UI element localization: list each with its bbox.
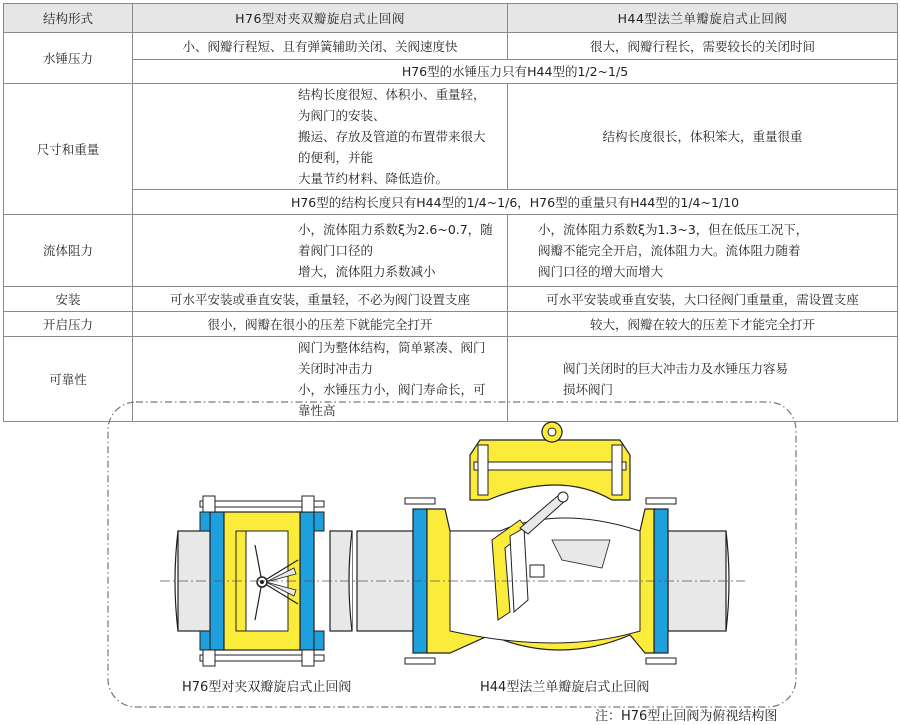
caption-h44: H44型法兰单瓣旋启式止回阀: [480, 680, 650, 695]
table-row: [4, 337, 898, 422]
text-line: 阀门关闭时的巨大冲击力及水锤压力容易: [563, 361, 789, 376]
cell-h76-flow-resistance: [133, 215, 508, 287]
text-line: 阀瓣不能完全开启，流体阻力大。流体阻力随着: [538, 243, 801, 258]
header-h76: H76型对夹双瓣旋启式止回阀: [133, 4, 508, 33]
row-label-reliability: 可靠性: [4, 337, 133, 422]
cell-h76-water-hammer: 小、阀瓣行程短、且有弹簧辅助关闭、关阀速度快: [133, 33, 508, 60]
row-label-size-weight: 尺寸和重量: [4, 84, 133, 215]
summary-size-weight: H76型的结构长度只有H44型的1/4~1/6，H76型的重量只有H44型的1/4~1/10: [133, 190, 898, 215]
text-line: 小，流体阻力系数ξ为1.3~3，但在低压工况下，: [538, 222, 809, 237]
cell-h76-size-weight: [133, 84, 508, 190]
caption-h76: H76型对夹双瓣旋启式止回阀: [182, 680, 352, 695]
text-line: 增大，流体阻力系数减小: [298, 264, 436, 279]
cell-h76-installation: 可水平安装或垂直安装，重量轻，不必为阀门设置支座: [133, 287, 508, 312]
summary-water-hammer: H76型的水锤压力只有H44型的1/2~1/5: [133, 60, 898, 84]
cell-h44-opening-pressure: 较大，阀瓣在较大的压差下才能完全打开: [508, 312, 898, 337]
text-line: 小，水锤压力小，阀门寿命长，可靠性高: [298, 382, 486, 418]
text-line: 阀门口径的增大而增大: [538, 264, 664, 279]
table-header-row: [4, 4, 898, 33]
text-line: 损坏阀门: [563, 382, 614, 397]
table-row: [4, 312, 898, 337]
table-row: [4, 215, 898, 287]
text-line: 结构长度很短、体积小、重量轻，为阀门的安装、: [298, 87, 486, 123]
cell-h44-reliability: [508, 337, 898, 422]
text-line: 大量节约材料、降低造价。: [298, 171, 449, 186]
row-label-flow-resistance: 流体阻力: [4, 215, 133, 287]
header-h44: H44型法兰单瓣旋启式止回阀: [508, 4, 898, 33]
h44-valve-drawing: [357, 422, 729, 664]
row-label-water-hammer: 水锤压力: [4, 33, 133, 84]
text-line: 小，流体阻力系数ξ为2.6~0.7，随着阀门口径的: [298, 222, 493, 258]
cell-h44-flow-resistance: [508, 215, 898, 287]
table-row: [4, 60, 898, 84]
cell-h76-reliability: [133, 337, 508, 422]
cell-h44-water-hammer: 很大，阀瓣行程长，需要较长的关闭时间: [508, 33, 898, 60]
text-line: 阀门为整体结构，简单紧凑、阀门关闭时冲击力: [298, 340, 486, 376]
header-structure: 结构形式: [4, 4, 133, 33]
text-line: 搬运、存放及管道的布置带来很大的便利，并能: [298, 129, 486, 165]
cell-h76-opening-pressure: 很小，阀瓣在很小的压差下就能完全打开: [133, 312, 508, 337]
row-label-opening-pressure: 开启压力: [4, 312, 133, 337]
table-row: [4, 33, 898, 60]
table-row: [4, 190, 898, 215]
table-row: [4, 84, 898, 190]
comparison-table: [3, 3, 898, 422]
row-label-installation: 安装: [4, 287, 133, 312]
cell-h44-installation: 可水平安装或垂直安装，大口径阀门重量重，需设置支座: [508, 287, 898, 312]
table-row: [4, 287, 898, 312]
cell-h44-size-weight: 结构长度很长，体积笨大，重量很重: [508, 84, 898, 190]
figure-note: 注：H76型止回阀为俯视结构图: [595, 709, 778, 724]
